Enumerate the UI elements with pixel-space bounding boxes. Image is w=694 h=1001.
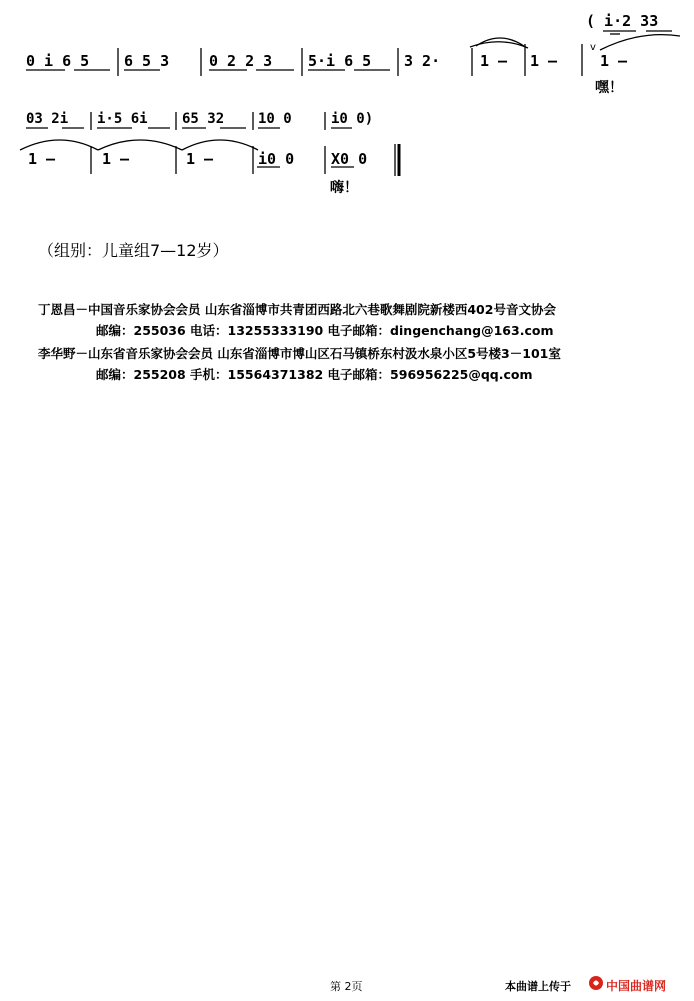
- site-name[interactable]: 中国曲谱网: [606, 979, 667, 993]
- score-row2-upper-3: 65 32: [182, 111, 225, 127]
- contact-2-line-1: 李华野－山东省音乐家协会会员 山东省淄博市博山区石马镇桥东村汲水泉小区5号楼3－101室: [38, 346, 561, 361]
- upload-note: 本曲谱上传于: [505, 980, 571, 993]
- score-bar-4: 5·i 6 5: [308, 52, 372, 70]
- lyric-hai: 嗨！: [330, 180, 358, 196]
- score-row2-lower-3: 1 –: [186, 150, 214, 168]
- contact-1-line-2: 邮编：255036 电话：13255333190 电子邮箱：dingenchang@163.com: [96, 323, 554, 338]
- score-row2-lower-5: X0 0: [331, 150, 368, 168]
- contact-2-line-2: 邮编：255208 手机：15564371382 电子邮箱：596956225@qq.com: [96, 367, 533, 382]
- score-bar-2: 6 5 3: [124, 52, 170, 70]
- score-upper-part: ( i·2 33: [586, 12, 659, 30]
- group-note: （组别：儿童组7—12岁）: [38, 241, 229, 260]
- score-row2-lower-2: 1 –: [102, 150, 130, 168]
- score-row2-upper-5: i0 0): [331, 111, 374, 127]
- score-row2-upper-2: i·5 6i: [97, 111, 148, 127]
- score-bar-6: 1 –: [480, 52, 508, 70]
- score-row2-upper-1: 03 2i: [26, 111, 69, 127]
- score-bar-7: 1 –: [530, 52, 558, 70]
- score-bar-5: 3 2·: [404, 52, 441, 70]
- breath-mark-icon: v: [590, 42, 596, 53]
- score-bar-8: 1 –: [600, 52, 628, 70]
- contact-1-line-1: 丁恩昌－中国音乐家协会会员 山东省淄博市共青团西路北六巷歌舞剧院新楼西402号音文协会: [38, 302, 556, 317]
- score-row2-lower-4: i0 0: [258, 150, 295, 168]
- score-bar-1: 0 i 6 5: [26, 52, 90, 70]
- score-bar-3: 0 2 2 3: [209, 52, 273, 70]
- site-logo-icon: [588, 975, 604, 991]
- score-row2-lower-1: 1 –: [28, 150, 56, 168]
- lyric-hey: 嘿！: [595, 80, 623, 96]
- page-number: 第 2页: [330, 980, 363, 993]
- score-row2-upper-4: 10 0: [258, 111, 292, 127]
